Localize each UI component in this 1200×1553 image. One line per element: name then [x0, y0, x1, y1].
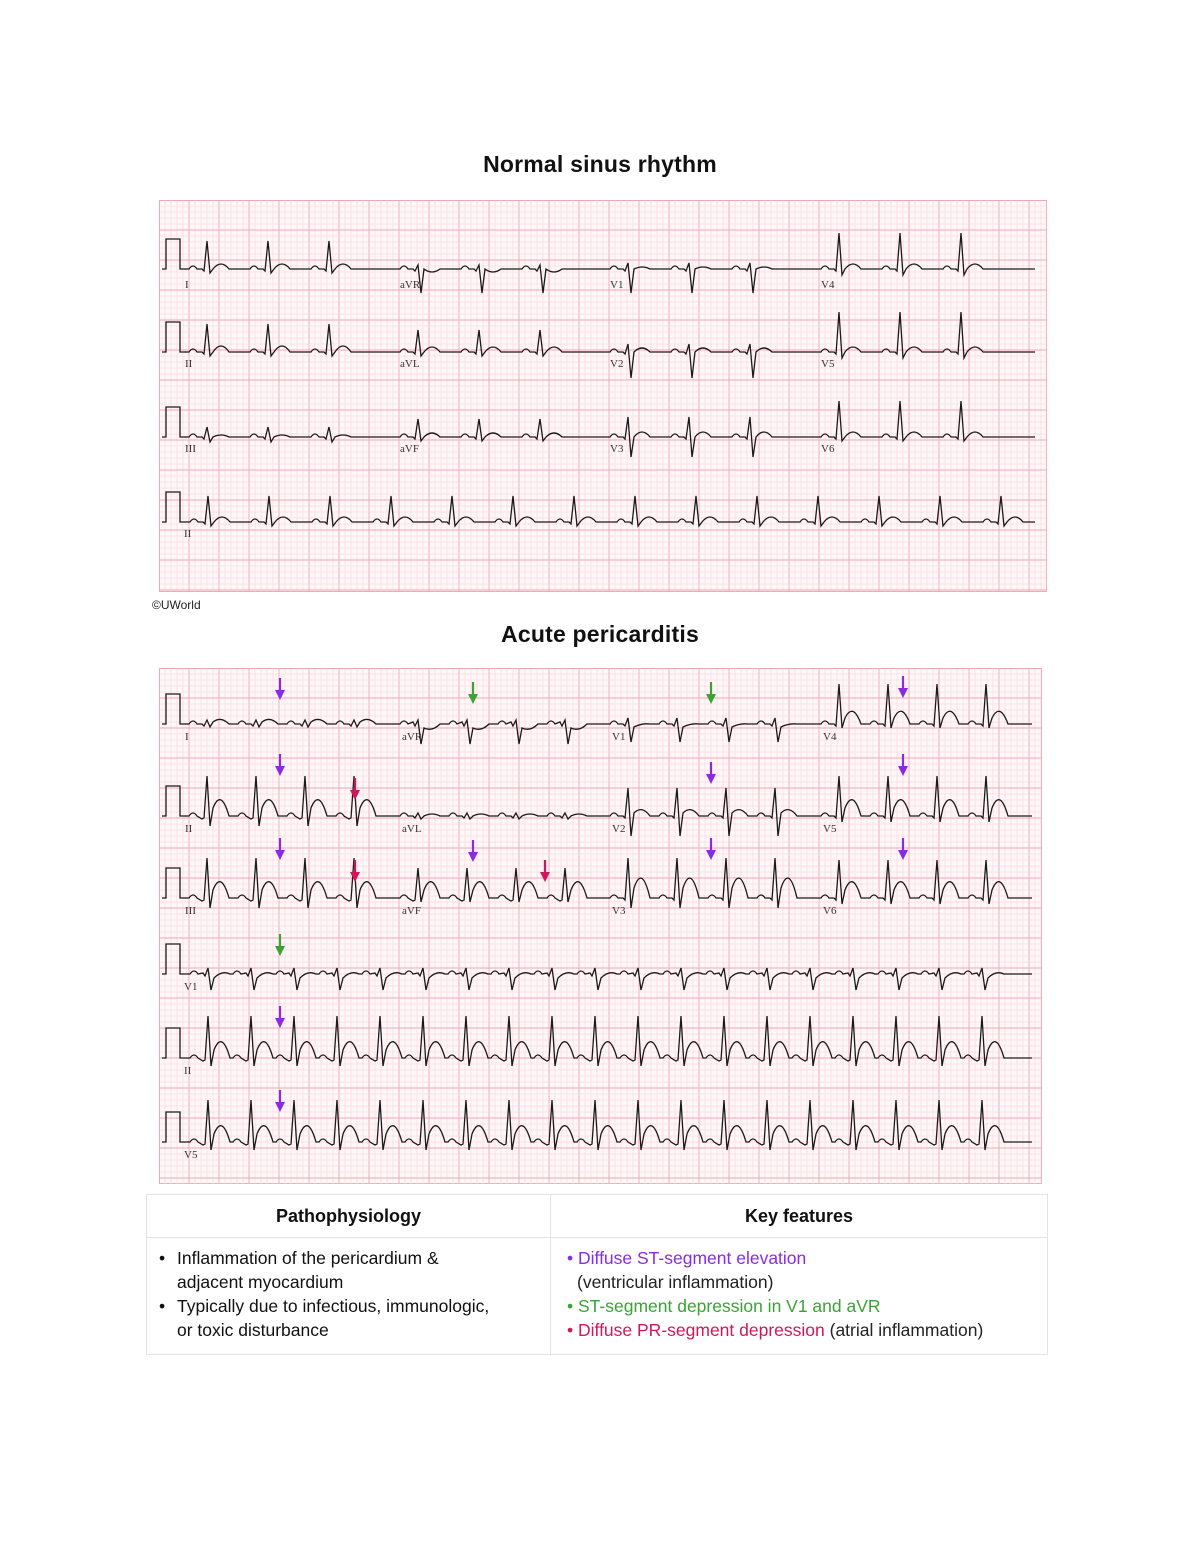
lead-label-i: I — [185, 731, 189, 743]
lead-label-v1: V1 — [610, 279, 624, 291]
lead-label-rhythm-ii: II — [184, 1065, 192, 1077]
ecg-normal-svg — [159, 200, 1047, 592]
lead-label-v5: V5 — [823, 823, 837, 835]
lead-label-avf: aVF — [400, 443, 419, 455]
lead-label-v2: V2 — [610, 358, 624, 370]
bullet-icon: • — [567, 1320, 578, 1340]
lead-label-v6: V6 — [821, 443, 835, 455]
ecg-pericarditis-svg — [159, 668, 1042, 1184]
lead-label-avl: aVL — [402, 823, 422, 835]
lead-label-avr: aVR — [402, 731, 423, 743]
feature-st-depression-text: ST-segment depression in V1 and aVR — [578, 1296, 881, 1316]
feature-st-elevation-note: (ventricular inflammation) — [577, 1272, 774, 1292]
lead-label-v4: V4 — [823, 731, 837, 743]
bullet-icon: • — [567, 1296, 578, 1316]
info-table — [146, 1194, 1048, 1355]
feature-st-depression — [567, 1294, 1037, 1318]
lead-label-avl: aVL — [400, 358, 420, 370]
lead-label-iii: III — [185, 905, 196, 917]
patho-item-1-line1: Inflammation of the pericardium & — [177, 1248, 439, 1268]
copyright-label: ©UWorld — [152, 598, 201, 612]
ecg-normal-sinus-rhythm — [159, 200, 1047, 592]
title-normal-sinus-rhythm: Normal sinus rhythm — [483, 151, 717, 177]
lead-label-avr: aVR — [400, 279, 421, 291]
header-key-features: Key features — [551, 1195, 1048, 1238]
bullet-icon: • — [159, 1296, 166, 1316]
lead-label-rhythm-v5: V5 — [184, 1149, 198, 1161]
lead-label-v1: V1 — [612, 731, 626, 743]
pathophysiology-cell — [147, 1238, 551, 1355]
patho-item-1-line2: adjacent myocardium — [177, 1272, 344, 1292]
lead-label-v2: V2 — [612, 823, 626, 835]
bullet-icon: • — [567, 1248, 578, 1268]
patho-item-1 — [159, 1246, 540, 1294]
patho-item-2 — [159, 1294, 540, 1342]
lead-label-ii: II — [185, 823, 193, 835]
feature-st-elevation-text: Diffuse ST-segment elevation — [578, 1248, 807, 1268]
feature-pr-depression — [567, 1318, 1037, 1342]
title-acute-pericarditis: Acute pericarditis — [501, 621, 699, 647]
lead-label-v5: V5 — [821, 358, 835, 370]
patho-item-2-line2: or toxic disturbance — [177, 1320, 329, 1340]
feature-pr-depression-note: (atrial inflammation) — [829, 1320, 984, 1340]
bullet-icon: • — [159, 1248, 166, 1268]
ecg-acute-pericarditis — [159, 668, 1042, 1184]
lead-label-i: I — [185, 279, 189, 291]
feature-pr-depression-text: Diffuse PR-segment depression — [578, 1320, 825, 1340]
feature-st-elevation — [567, 1246, 1037, 1294]
lead-label-v3: V3 — [610, 443, 624, 455]
lead-label-rhythm-v1: V1 — [184, 981, 198, 993]
key-features-cell — [551, 1238, 1048, 1355]
lead-label-ii: II — [185, 358, 193, 370]
lead-label-v6: V6 — [823, 905, 837, 917]
lead-label-rhythm: II — [184, 528, 192, 540]
lead-label-iii: III — [185, 443, 196, 455]
lead-label-v4: V4 — [821, 279, 835, 291]
lead-label-v3: V3 — [612, 905, 626, 917]
header-pathophysiology: Pathophysiology — [147, 1195, 551, 1238]
patho-item-2-line1: Typically due to infectious, immunologic, — [177, 1296, 490, 1316]
lead-label-avf: aVF — [402, 905, 421, 917]
